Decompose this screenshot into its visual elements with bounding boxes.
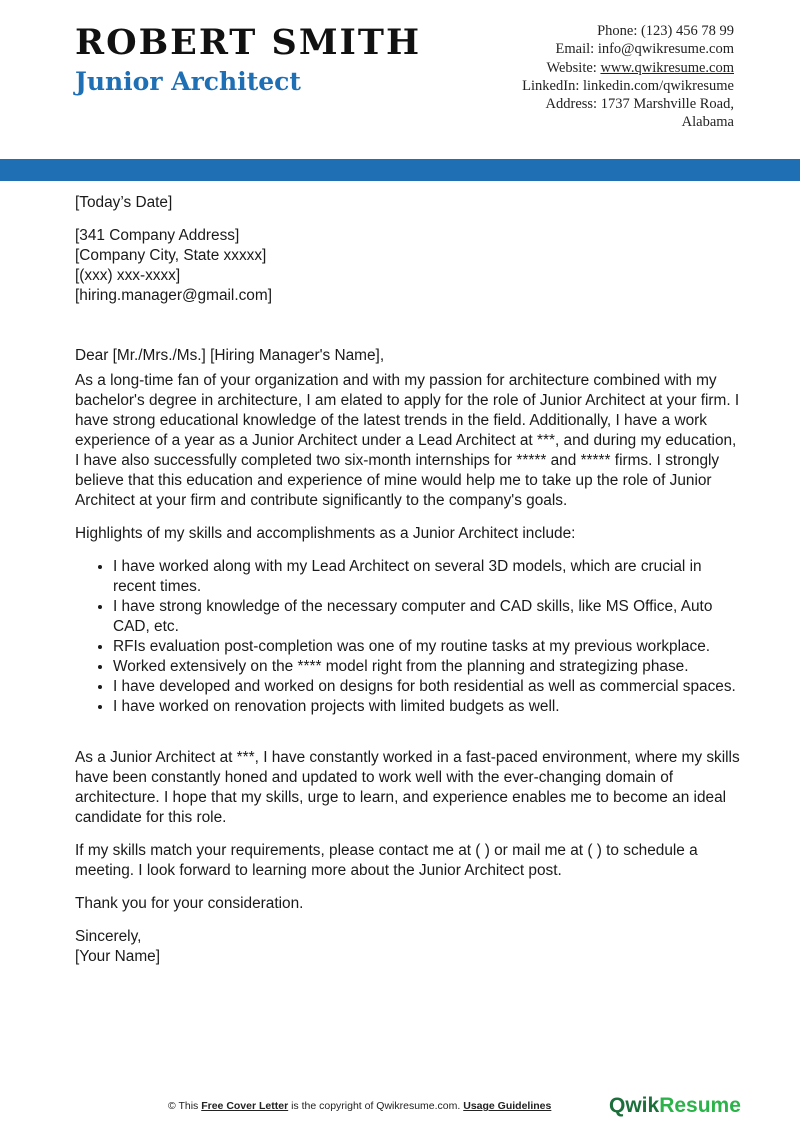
recipient-line: [Company City, State xxxxx]	[75, 247, 267, 264]
salutation: Dear [Mr./Mrs./Ms.] [Hiring Manager's Name],	[75, 347, 385, 364]
logo-resume: Resume	[659, 1094, 741, 1117]
contact-linkedin: LinkedIn: linkedin.com/qwikresume	[522, 77, 734, 94]
copyright-middle: is the copyright of Qwikresume.com.	[288, 1100, 464, 1112]
signoff: Sincerely,	[75, 928, 142, 945]
letter-body	[75, 193, 740, 967]
logo-qwik: Qwik	[609, 1094, 660, 1117]
contact-phone: Phone: (123) 456 78 99	[597, 23, 734, 39]
list-item: • I have strong knowledge of the necessary computer and CAD skills, like MS Office, Auto CAD, etc.	[113, 597, 740, 637]
candidate-name: ROBERT SMITH	[75, 22, 422, 63]
copyright-notice	[168, 1100, 551, 1112]
contact-block	[434, 22, 734, 132]
highlights-intro: Highlights of my skills and accomplishments as a Junior Architect include:	[75, 525, 576, 542]
copyright-prefix: © This	[168, 1100, 202, 1112]
list-item: • Worked extensively on the **** model right from the planning and strategizing phase.	[113, 657, 740, 677]
thanks-line: Thank you for your consideration.	[75, 895, 304, 912]
recipient-line: [(xxx) xxx-xxxx]	[75, 267, 181, 284]
highlights-list	[75, 557, 740, 717]
recipient-line: [341 Company Address]	[75, 227, 240, 244]
contact-email: Email: info@qwikresume.com	[555, 41, 734, 58]
intro-paragraph: As a long-time fan of your organization and with my passion for architecture combined with my bachelor's degree in architecture, I am elated to apply for the role of Junior Architect at your firm. I have strong educational knowledge of the latest trends in the field. Additionally, I have a work experience of a year as a Junior Architect under a Lead Architect at ***, and during my education, I have also successfully completed two six-month internships for ***** and ***** firms. I strongly believe that this education and experience of mine would help me to take up the role of Junior Architect at your firm and contribute significantly to the company's goals.	[75, 372, 740, 509]
contact-address-line2: Alabama	[681, 114, 734, 131]
free-cover-letter-link[interactable]: Free Cover Letter	[201, 1100, 289, 1112]
list-item: • I have worked along with my Lead Architect on several 3D models, which are crucial in recent times.	[113, 557, 740, 597]
contact-paragraph: If my skills match your requirements, please contact me at ( ) or mail me at ( ) to schedule a meeting. I look forward to learning more about the Junior Architect post.	[75, 842, 698, 879]
list-item: • RFIs evaluation post-completion was one of my routine tasks at my previous workplace.	[113, 637, 740, 657]
signature-name: [Your Name]	[75, 948, 160, 965]
recipient-address	[75, 226, 740, 306]
recipient-line: [hiring.manager@gmail.com]	[75, 287, 272, 304]
letter-date: [Today’s Date]	[75, 194, 173, 211]
list-item: • I have developed and worked on designs for both residential as well as commercial spaces.	[113, 677, 740, 697]
body-paragraph: As a Junior Architect at ***, I have constantly worked in a fast-paced environment, where my skills have been constantly honed and updated to work well with the ever-changing domain of architecture. I hope that my skills, urge to learn, and experience enables me to become an ideal candidate for this role.	[75, 749, 740, 826]
usage-guidelines-link[interactable]: Usage Guidelines	[463, 1100, 552, 1112]
header-divider-bar	[0, 159, 800, 181]
job-title: Junior Architect	[75, 67, 301, 96]
website-label: Website:	[546, 59, 601, 76]
website-link[interactable]: www.qwikresume.com	[600, 59, 734, 76]
resume-header	[0, 0, 800, 160]
contact-address-line1: Address: 1737 Marshville Road,	[545, 96, 734, 113]
contact-website	[434, 59, 734, 77]
list-item: • I have worked on renovation projects with limited budgets as well.	[113, 697, 740, 717]
qwikresume-logo	[609, 1094, 741, 1118]
